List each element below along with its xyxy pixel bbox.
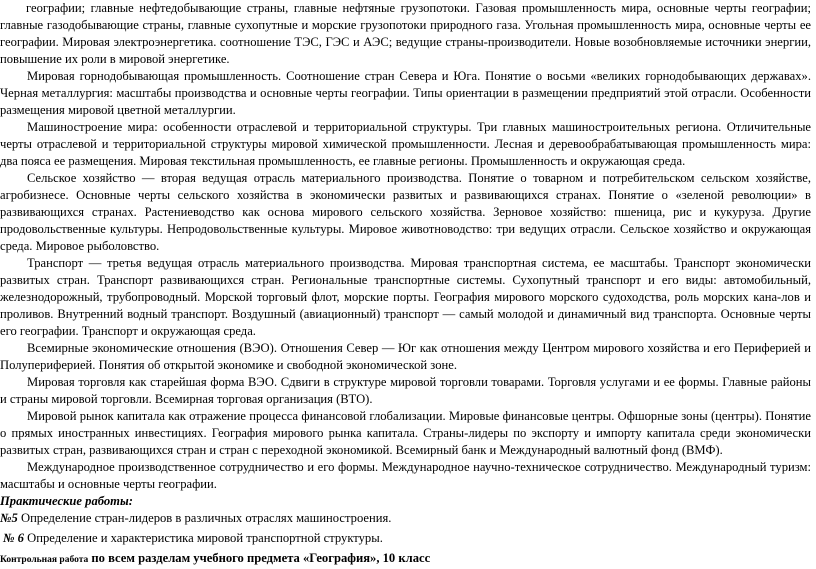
practical-work-number: №5 — [0, 511, 18, 525]
paragraph-agriculture: Сельское хозяйство — вторая ведущая отрасль материального производства. Понятие о товарном и потребительском сельском хозяйстве, агробизнесе. Основные черты сельского хозяйства в экономически развитых и развивающихся странах. Понятие о «зеленой революции» в развивающихся странах. Растениеводство как основа мирового сельского хозяйства. Зерновое хозяйство: пшеница, рис и кукуруза. Другие продовольственные культуры. Непродовольственные культуры. Мировое животноводство: три ведущих отрасли. Сельское хозяйство и окружающая среда. Мировое рыболовство. — [0, 171, 811, 253]
paragraph-capital-market: Мировой рынок капитала как отражение процесса финансовой глобализации. Мировые финансовые центры. Офшорные зоны (центры). Понятие о прямых иностранных инвестициях. География мирового рынка капитала. Страны-лидеры по экспорту и импорту капитала среди экономически развитых стран, развивающихся стран и стран с переходной экономикой. Всемирный банк и Международный валютный фонд (ВМФ). — [0, 409, 811, 457]
practical-work-text: Определение и характеристика мировой транспортной структуры. — [23, 531, 383, 545]
paragraph-economic-relations: Всемирные экономические отношения (ВЭО). Отношения Север — Юг как отношения между Центром мирового хозяйства и его Периферией и Полупериферией. Понятия об открытой экономике и свободной экономической зоне. — [0, 341, 811, 372]
paragraph-energy-text: географии; главные нефтедобывающие страны, главные нефтяные грузопотоки. Газовая промышленность мира, основные черты географии; главные газодобывающие страны, главные сухопутные и морские грузопотоки природного газа. Угольная промышленность мира, основные черты ее географии. Мировая электроэнергетика. соотношение ТЭС, ГЭС и АЭС; ведущие страны-производители. Новые возобновляемые источники энергии, повышение их роли в мировой энергетике. — [0, 1, 811, 66]
paragraph-world-trade: Мировая торговля как старейшая форма ВЭО. Сдвиги в структуре мировой торговли товарами. Торговля услугами и ее формы. Главные районы и страны мировой торговли. Всемирная торговая организация (ВТО). — [0, 375, 811, 406]
paragraph-energy — [0, 0, 811, 68]
paragraph-machine-building: Машиностроение мира: особенности отраслевой и территориальной структуры. Три главных машиностроительных региона. Отличительные черты отраслевой и территориальной структуры мировой химической промышленности. Лесная и деревообрабатывающая промышленность мира: два пояса ее размещения. Мировая текстильная промышленность, ее главные регионы. Промышленность и окружающая среда. — [0, 120, 811, 168]
paragraph-mining: Мировая горнодобывающая промышленность. Соотношение стран Севера и Юга. Понятие о восьми «великих горнодобывающих державах». Черная металлургия: масштабы производства и основные черты географии. Типы ориентации в размещении предприятий этой отрасли. Особенности размещения мировой цветной металлургии. — [0, 69, 811, 117]
practical-work-number: № 6 — [3, 531, 24, 545]
practical-work-item — [0, 530, 811, 547]
paragraph-transport: Транспорт — третья ведущая отрасль материального производства. Мировая транспортная система, ее масштабы. Транспорт экономически развитых стран. Транспорт развивающихся стран. Региональные транспортные системы. Сухопутный транспорт и его виды: автомобильный, железнодорожный, трубопроводный. Морской торговый флот, морские порты. География мирового морского судоходства, роль морских кана-лов и проливов. Внутренний водный транспорт. Воздушный (авиационный) транспорт — самый молодой и динамичный вид транспорта. Основные черты его географии. Транспорт и окружающая среда. — [0, 256, 811, 338]
control-work-description: по всем разделам учебного предмета «География», 10 класс — [88, 551, 431, 565]
practical-work-text: Определение стран-лидеров в различных отраслях машиностроения. — [17, 511, 392, 525]
control-work-label: Контрольная работа — [0, 555, 89, 565]
practical-works-heading: Практические работы: — [0, 494, 133, 508]
paragraph-cooperation: Международное производственное сотрудничество и его формы. Международное научно-техническое сотрудничество. Международный туризм: масштабы и основные черты географии. — [0, 460, 811, 491]
practical-work-item — [0, 510, 811, 527]
